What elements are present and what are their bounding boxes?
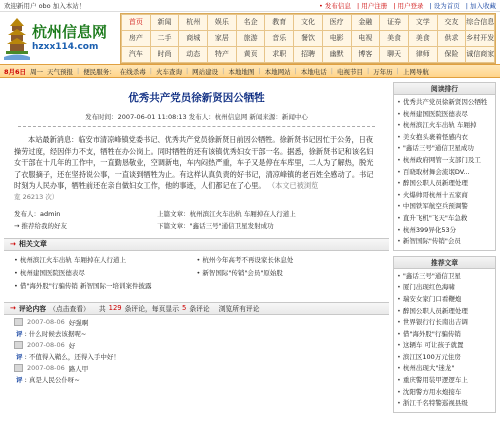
strip-day: 周一	[30, 67, 44, 76]
top-read-box	[393, 82, 496, 251]
nav-item[interactable]: 金融	[352, 15, 380, 30]
main-area	[0, 78, 500, 418]
comment-tag: 评	[16, 375, 23, 384]
nav-item[interactable]: 时尚	[151, 47, 179, 62]
service-map[interactable]: 本地地图	[228, 67, 255, 76]
sidebar-article-link[interactable]: • 借"海外股"行骗传销	[397, 329, 492, 341]
service-web-build[interactable]: 网站建设	[192, 67, 219, 76]
article-title: 优秀共产党员徐新贤因公牺牲	[128, 92, 265, 104]
nav-item[interactable]: 律师	[409, 47, 437, 62]
article-body	[4, 127, 389, 192]
nav-item[interactable]: 美食	[409, 31, 437, 46]
nav-item[interactable]: 供求	[438, 31, 466, 46]
comment-user: 好强啊	[68, 318, 89, 327]
nav-item[interactable]: 动态	[179, 47, 207, 62]
service-antivirus[interactable]: 在线杀毒	[119, 67, 146, 76]
nav-item[interactable]: 电视	[352, 31, 380, 46]
nav-item[interactable]: 房产	[122, 31, 150, 46]
recommended-list	[394, 269, 495, 412]
user-avatar-icon	[14, 341, 23, 349]
article-info-table	[4, 201, 389, 230]
service-label: 便民服务：	[83, 67, 116, 76]
related-item[interactable]: • 借"海外股"行骗传销 新智国际一培训案件披露	[14, 281, 379, 290]
nav-item[interactable]: 二手	[151, 31, 179, 46]
nav-item[interactable]: 求职	[265, 47, 293, 62]
sidebar-article-link[interactable]: • 世界银行行长南出吉调	[397, 317, 492, 329]
sidebar-article-link[interactable]: • 重庆警用装甲逻逻车上	[397, 375, 492, 387]
sidebar-article-link[interactable]: • 浙江千名特警巡视县级	[397, 398, 492, 410]
comments-heading: → 评论内容 （点击查看） 共 129 条评论，每页显示 5 条评论 浏览所有评论	[4, 302, 389, 315]
nav-item[interactable]: 教育	[265, 15, 293, 30]
article-meta: 发布时间：2007-06-01 11:08:13 发布人：杭州信息网 新闻来源：新闻中心	[18, 112, 375, 127]
comments-toggle-link[interactable]: （点击查看）	[49, 305, 90, 313]
nav-item[interactable]: 商城	[179, 31, 207, 46]
sidebar-article-link[interactable]: • 杭州滨江火车出轨 车厢掉	[397, 120, 492, 132]
next-article-link[interactable]: 下篇文章："鑫话三号"通信卫星发射成功	[157, 221, 274, 230]
nav-item[interactable]: 名企	[237, 15, 265, 30]
sidebar-article-link[interactable]: • 优秀共产党员徐新贤因公牺牲	[397, 97, 492, 109]
nav-item[interactable]: 医疗	[323, 15, 351, 30]
related-list	[4, 251, 389, 294]
service-train[interactable]: 火车查询	[155, 67, 182, 76]
sidebar-article-link[interactable]: • 杭州政府网管一支部门及工	[397, 155, 492, 167]
sidebar-article-link[interactable]: • 厦门出现红色海啸	[397, 282, 492, 294]
pagoda-logo-icon	[4, 16, 30, 60]
service-phone[interactable]: 本地电话	[300, 67, 327, 76]
top-read-heading: 阅读排行	[394, 83, 495, 95]
recommend-friend-link[interactable]: → 推荐给我的好友	[14, 221, 68, 230]
nav-item[interactable]: 博客	[352, 47, 380, 62]
post-info-link[interactable]: • 发布信息	[319, 2, 351, 10]
login-link[interactable]: | 用户登录	[393, 2, 424, 10]
nav-item[interactable]: 证券	[380, 15, 408, 30]
sidebar-article-link[interactable]: • "鑫话三号"通信卫星成功	[397, 143, 492, 155]
nav-item[interactable]: 综合信息	[466, 15, 494, 30]
nav-item[interactable]: 幽默	[323, 47, 351, 62]
nav-item[interactable]: 黄页	[237, 47, 265, 62]
sidebar-article-link[interactable]: • 直升飞机"飞天"车急救	[397, 213, 492, 225]
related-item[interactable]: • 杭州建国医院医德表尽	[14, 268, 197, 277]
related-item[interactable]: • 新智国际"传销"会员"原始股	[197, 268, 380, 277]
sidebar-article-link[interactable]: • 百晓取材舞会流氓DV...	[397, 167, 492, 179]
service-local-sites[interactable]: 本地网站	[264, 67, 291, 76]
sidebar-article-link[interactable]: • 杭州出现大"迷龙"	[397, 363, 492, 375]
comment-user: 路人甲	[68, 364, 89, 373]
recommended-box	[393, 256, 496, 413]
view-count: 览 26213 次）	[14, 192, 59, 201]
nav-item[interactable]: 诚信商家	[466, 47, 494, 62]
strip-date: 8月6日	[4, 67, 27, 76]
arrow-icon: →	[10, 240, 16, 248]
nav-item[interactable]: 乡村开发	[466, 31, 494, 46]
related-item[interactable]: • 杭州滨江火车出轨 车厢掉在人行道上	[14, 255, 197, 264]
main-nav-grid	[120, 13, 496, 64]
publisher: 发布人：admin	[14, 209, 61, 218]
article-source-note: （本文已被浏览	[267, 181, 319, 190]
article-column	[4, 82, 389, 418]
nav-item[interactable]: 文化	[294, 15, 322, 30]
nav-item[interactable]: 电影	[323, 31, 351, 46]
sidebar-article-link[interactable]: • 醉国公职人员新理处理	[397, 178, 492, 190]
register-link[interactable]: | 用户注册	[356, 2, 388, 10]
site-logo[interactable]	[4, 14, 116, 62]
sidebar-article-link[interactable]: • 新智国际"传销"会员	[397, 236, 492, 248]
sidebar	[393, 82, 496, 418]
nav-item[interactable]: 特产	[208, 47, 236, 62]
nav-item[interactable]: 音乐	[265, 31, 293, 46]
sidebar-article-link[interactable]: • 杭州建国医院医德表尽	[397, 109, 492, 121]
nav-item[interactable]: 美食	[380, 31, 408, 46]
comment-tag: 评	[16, 352, 23, 361]
service-tv[interactable]: 电视节目	[336, 67, 363, 76]
site-name: 杭州信息网	[32, 23, 108, 41]
nav-item[interactable]: 新闻	[151, 15, 179, 30]
nav-item[interactable]: 交友	[438, 15, 466, 30]
sidebar-article-link[interactable]: • 醉国公职人员新理处理	[397, 306, 492, 318]
sidebar-article-link[interactable]: • "鑫话三号"通信卫星	[397, 271, 492, 283]
sidebar-article-link[interactable]: • 杭州399异化53分	[397, 225, 492, 237]
nav-item[interactable]: 家居	[208, 31, 236, 46]
site-url: hzxx114.com	[32, 42, 99, 52]
nav-item[interactable]: 保险	[438, 47, 466, 62]
nav-item[interactable]: 旅游	[237, 31, 265, 46]
nav-item[interactable]: 餐饮	[294, 31, 322, 46]
nav-item[interactable]: 杭州	[179, 15, 207, 30]
top-links	[319, 1, 496, 10]
recommended-heading: 推荐文章	[394, 257, 495, 269]
sidebar-article-link[interactable]: • 滨江区100万元住房	[397, 352, 492, 364]
add-favorite-link[interactable]: | 加入收藏	[465, 2, 496, 10]
comment-item: 2007-08-06 好强啊 评 : 什么时候去该据呢~	[16, 318, 89, 338]
weather-link[interactable]: 天气预报	[47, 67, 74, 76]
user-avatar-icon	[14, 364, 23, 372]
sidebar-article-link[interactable]: • 中国铁军航空兵预调警	[397, 201, 492, 213]
top-read-list	[394, 95, 495, 250]
user-avatar-icon	[14, 318, 23, 326]
set-homepage-link[interactable]: | 设为首页	[429, 2, 460, 10]
service-calendar[interactable]: 万年历	[373, 67, 393, 76]
site-header	[0, 12, 500, 64]
comment-item: 2007-08-06 路人甲 评 : 真是人民公仆呀~	[16, 364, 89, 384]
related-heading: → 相关文章	[4, 238, 389, 251]
comments-per-page: 5	[182, 304, 187, 312]
nav-item[interactable]: 招聘	[294, 47, 322, 62]
comment-total: 129	[108, 304, 122, 312]
comment-item: 2007-08-06 好 评 : 不值得入鞘么，还得入手中好！	[16, 341, 120, 361]
nav-item[interactable]: 娱乐	[208, 15, 236, 30]
nav-item[interactable]: 聊天	[380, 47, 408, 62]
arrow-icon: →	[10, 304, 16, 312]
prev-article-link[interactable]: 上篇文章：杭州滨江火车出轨 车厢掉在人行道上	[157, 209, 296, 218]
comment-user: 好	[68, 341, 76, 350]
sidebar-article-link[interactable]: • 瑞安女家门口看鞭炮	[397, 294, 492, 306]
article-text: 本站最新消息：临安市清凉峰镇党委书记、优秀共产党员徐新贤日前因公牺牲。徐新贤书记因忙于公务，日夜操劳过度，经因伴力不支，牺牲在办公岗上。同时牺牲的还有该镇优秀妇女干部一名。据悉，徐新贤书记和该名妇女干部在十几年的工作中，一直勤恳敬业，空调新电，车内闷热严重，车子又是停在车库里，二人为了解热，脱光了衣服摘子，还在坚持说公事，一直谈到牺牲为止。有这样认真负责的好书记，清凉峰镇的老百姓全感动了。书记时刻为人民办事，牺牲前还在亲自做妇女工作，他的事迹，人们都记在了心里。	[14, 135, 374, 190]
nav-item[interactable]: 文学	[409, 15, 437, 30]
sidebar-article-link[interactable]: • 沈阳警方用水炮接车	[397, 387, 492, 399]
nav-item[interactable]: 汽车	[122, 47, 150, 62]
related-item[interactable]: • 杭州今年高考不再设家长休息处	[197, 255, 380, 264]
comment-tag: 评	[16, 329, 23, 338]
top-bar	[0, 0, 500, 12]
sidebar-article-link[interactable]: • 美女抱头裹着怪感内衣	[397, 132, 492, 144]
service-nav[interactable]: 上网导航	[402, 67, 429, 76]
welcome-text: 欢迎新用户 obo 加入本站！	[4, 2, 86, 10]
sidebar-article-link[interactable]: • 这辆车 可让孩子就置	[397, 340, 492, 352]
browse-all-comments-link[interactable]: 浏览所有评论	[218, 305, 260, 313]
info-strip: 8月6日 周一 天气预报 | 便民服务： 在线杀毒 | 火车查询 | 网站建设 | 本地地图 | 本地网站 | 本地电话 | 电视节目 | 万年历 | 上网导航	[0, 64, 500, 78]
sidebar-article-link[interactable]: • 火爆帅哥杭州十五家商	[397, 190, 492, 202]
nav-item[interactable]: 首页	[122, 15, 150, 30]
